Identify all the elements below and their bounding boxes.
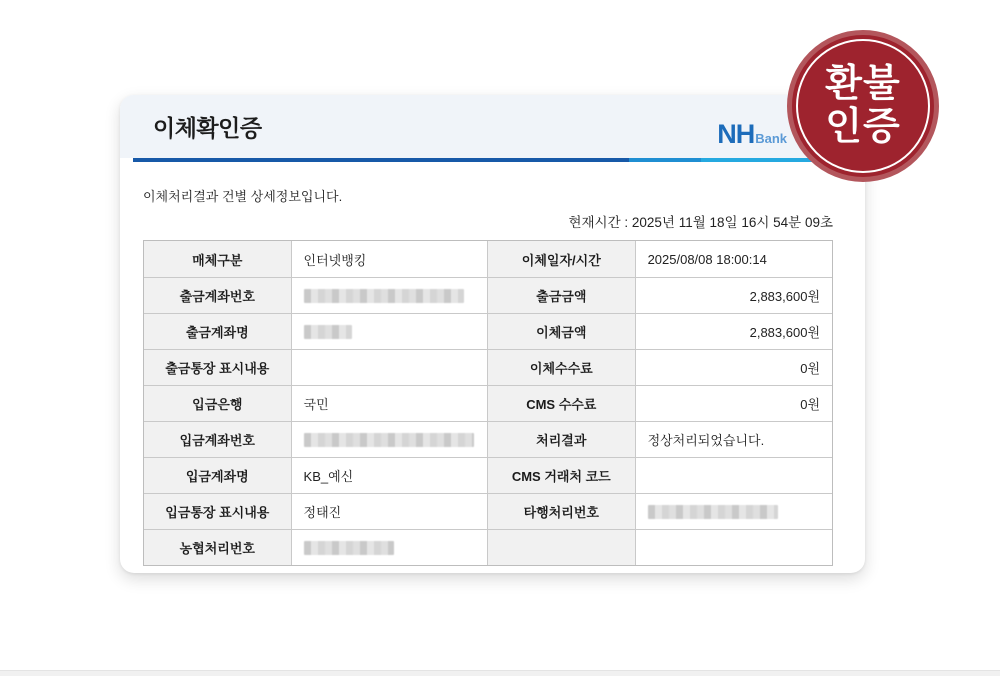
transfer-confirmation-card [120, 95, 865, 573]
value-withdrawal-amount: 2,883,600원 [635, 277, 832, 313]
value-deposit-passbook-memo: 정태진 [291, 493, 487, 529]
transfer-table [143, 240, 833, 566]
value-withdrawal-account-name [291, 313, 487, 349]
nh-bank-logo [717, 119, 787, 150]
label-deposit-account-name: 입금계좌명 [144, 457, 291, 493]
table-row [144, 529, 832, 565]
value-cms-client-code [635, 457, 832, 493]
stamp-text [825, 63, 900, 148]
label-deposit-bank: 입금은행 [144, 385, 291, 421]
label-transfer-fee: 이체수수료 [487, 349, 635, 385]
table-row [144, 241, 832, 277]
nh-logo-bank-text: Bank [755, 131, 787, 146]
card-header [120, 95, 865, 158]
value-withdrawal-passbook-memo [291, 349, 487, 385]
redacted-value [304, 289, 464, 303]
table-row [144, 313, 832, 349]
redacted-value [304, 433, 474, 447]
label-cms-fee: CMS 수수료 [487, 385, 635, 421]
label-withdrawal-amount: 출금금액 [487, 277, 635, 313]
label-cms-client-code: CMS 거래처 코드 [487, 457, 635, 493]
table-row [144, 385, 832, 421]
value-empty [635, 529, 832, 565]
redacted-value [304, 325, 352, 339]
page-title: 이체확인증 [153, 115, 262, 141]
label-transfer-datetime: 이체일자/시간 [487, 241, 635, 277]
label-withdrawal-passbook-memo: 출금통장 표시내용 [144, 349, 291, 385]
value-process-result: 정상처리되었습니다. [635, 421, 832, 457]
label-deposit-account-number: 입금계좌번호 [144, 421, 291, 457]
current-time-text: 현재시간 : 2025년 11월 18일 16시 54분 09초 [568, 215, 833, 230]
label-process-result: 처리결과 [487, 421, 635, 457]
intro-text: 이체처리결과 건별 상세정보입니다. [143, 189, 343, 204]
value-deposit-account-number [291, 421, 487, 457]
value-nh-process-number [291, 529, 487, 565]
stamp-line2: 인증 [825, 106, 901, 148]
table-row [144, 421, 832, 457]
label-transfer-amount: 이체금액 [487, 313, 635, 349]
label-nh-process-number: 농협처리번호 [144, 529, 291, 565]
nh-logo-text: NH [717, 119, 755, 149]
value-other-bank-process-number [635, 493, 832, 529]
label-other-bank-process-number: 타행처리번호 [487, 493, 635, 529]
table-row [144, 457, 832, 493]
label-empty [487, 529, 635, 565]
value-withdrawal-account-number [291, 277, 487, 313]
stamp-line1: 환불 [825, 63, 901, 106]
label-withdrawal-account-number: 출금계좌번호 [144, 277, 291, 313]
value-transfer-datetime: 2025/08/08 18:00:14 [635, 241, 832, 277]
refund-verified-stamp [787, 30, 939, 182]
table-row [144, 493, 832, 529]
table-row [144, 277, 832, 313]
label-media-type: 매체구분 [144, 241, 291, 277]
value-deposit-bank: 국민 [291, 385, 487, 421]
value-transfer-fee: 0원 [635, 349, 832, 385]
label-withdrawal-account-name: 출금계좌명 [144, 313, 291, 349]
redacted-value [304, 541, 394, 555]
table-row [144, 349, 832, 385]
value-media-type: 인터넷뱅킹 [291, 241, 487, 277]
value-cms-fee: 0원 [635, 385, 832, 421]
redacted-value [648, 505, 778, 519]
value-deposit-account-name: KB_예신 [291, 457, 487, 493]
card-content [120, 162, 865, 566]
value-transfer-amount: 2,883,600원 [635, 313, 832, 349]
label-deposit-passbook-memo: 입금통장 표시내용 [144, 493, 291, 529]
page-bottom-divider [0, 670, 1000, 676]
